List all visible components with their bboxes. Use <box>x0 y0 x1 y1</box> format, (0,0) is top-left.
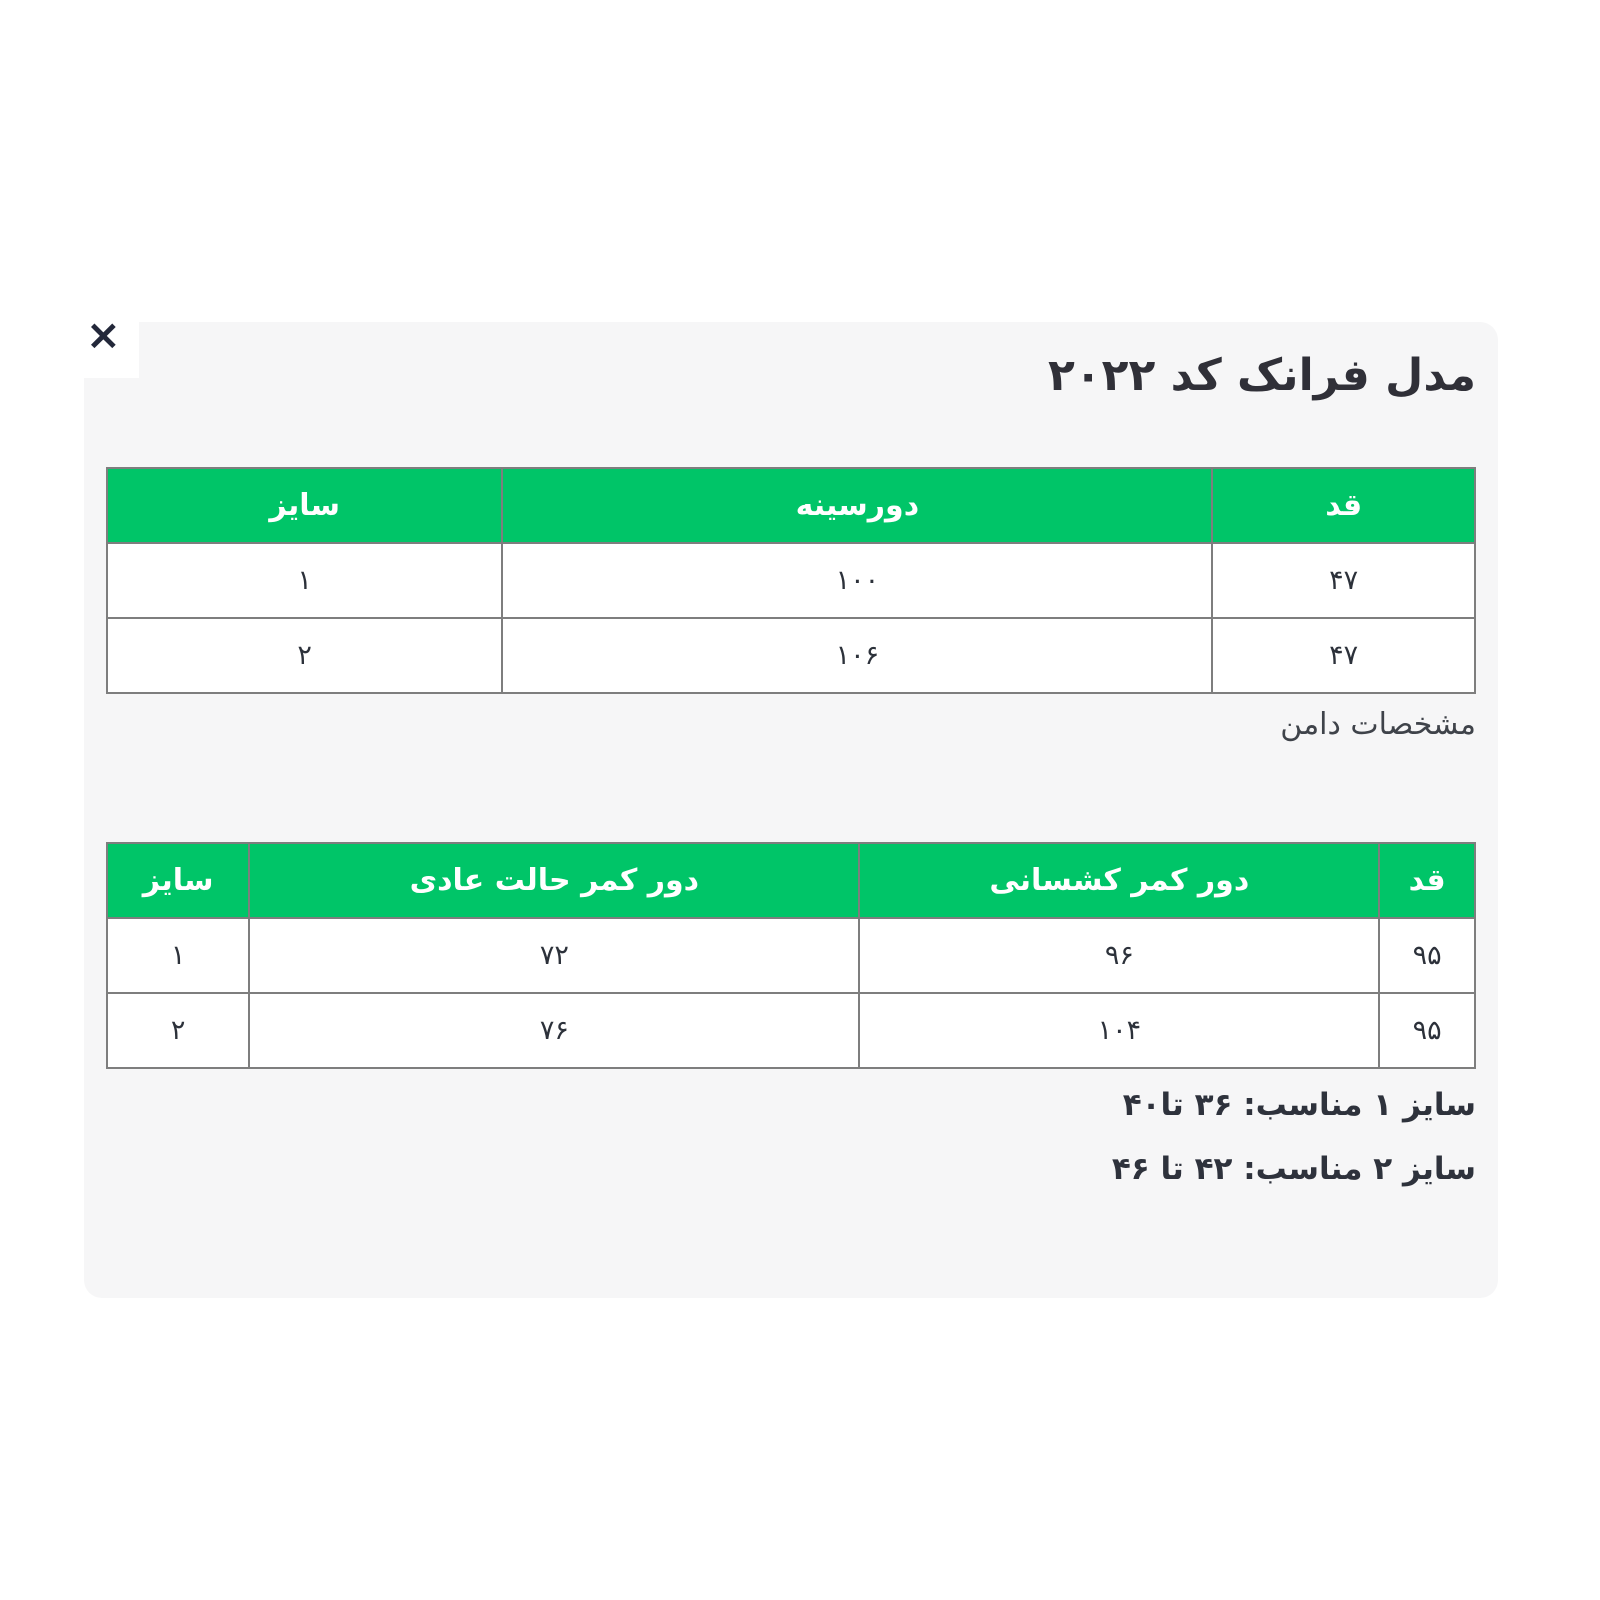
column-header-elastic-waist: دور کمر کشسانی <box>859 843 1379 918</box>
size1-fit-note: سایز ۱ مناسب: ۳۶ تا۴۰ <box>1122 1087 1476 1123</box>
column-header-chest: دورسینه <box>502 468 1212 543</box>
table-cell: ۹۵ <box>1379 993 1475 1068</box>
table-header-row <box>107 843 1475 918</box>
close-icon: × <box>85 310 121 359</box>
size-table-top <box>106 467 1476 694</box>
size-chart-panel <box>84 310 1498 1298</box>
column-header-normal-waist: دور کمر حالت عادی <box>249 843 859 918</box>
skirt-specs-label: مشخصات دامن <box>1280 707 1476 742</box>
table-cell: ۹۵ <box>1379 918 1475 993</box>
table-cell: ۹۶ <box>859 918 1379 993</box>
table-cell: ۲ <box>107 618 502 693</box>
table-cell: ۴۷ <box>1212 618 1475 693</box>
table-cell: ۱ <box>107 918 249 993</box>
close-button[interactable] <box>85 310 121 359</box>
page-title: مدل فرانک کد ۲۰۲۲ <box>1047 350 1476 401</box>
table-cell: ۷۲ <box>249 918 859 993</box>
table-cell: ۴۷ <box>1212 543 1475 618</box>
table-cell: ۱۰۰ <box>502 543 1212 618</box>
column-header-height: قد <box>1379 843 1475 918</box>
column-header-size: سایز <box>107 468 502 543</box>
table-header-row <box>107 468 1475 543</box>
table-cell: ۱۰۴ <box>859 993 1379 1068</box>
table-row <box>107 543 1475 618</box>
close-button-area <box>84 310 139 378</box>
table-row <box>107 993 1475 1068</box>
table-cell: ۷۶ <box>249 993 859 1068</box>
table-row <box>107 618 1475 693</box>
size2-fit-note: سایز ۲ مناسب: ۴۲ تا ۴۶ <box>1111 1151 1476 1187</box>
column-header-size: سایز <box>107 843 249 918</box>
column-header-height: قد <box>1212 468 1475 543</box>
table-row <box>107 918 1475 993</box>
table-cell: ۱ <box>107 543 502 618</box>
table-cell: ۲ <box>107 993 249 1068</box>
size-table-bottom <box>106 842 1476 1069</box>
table-cell: ۱۰۶ <box>502 618 1212 693</box>
